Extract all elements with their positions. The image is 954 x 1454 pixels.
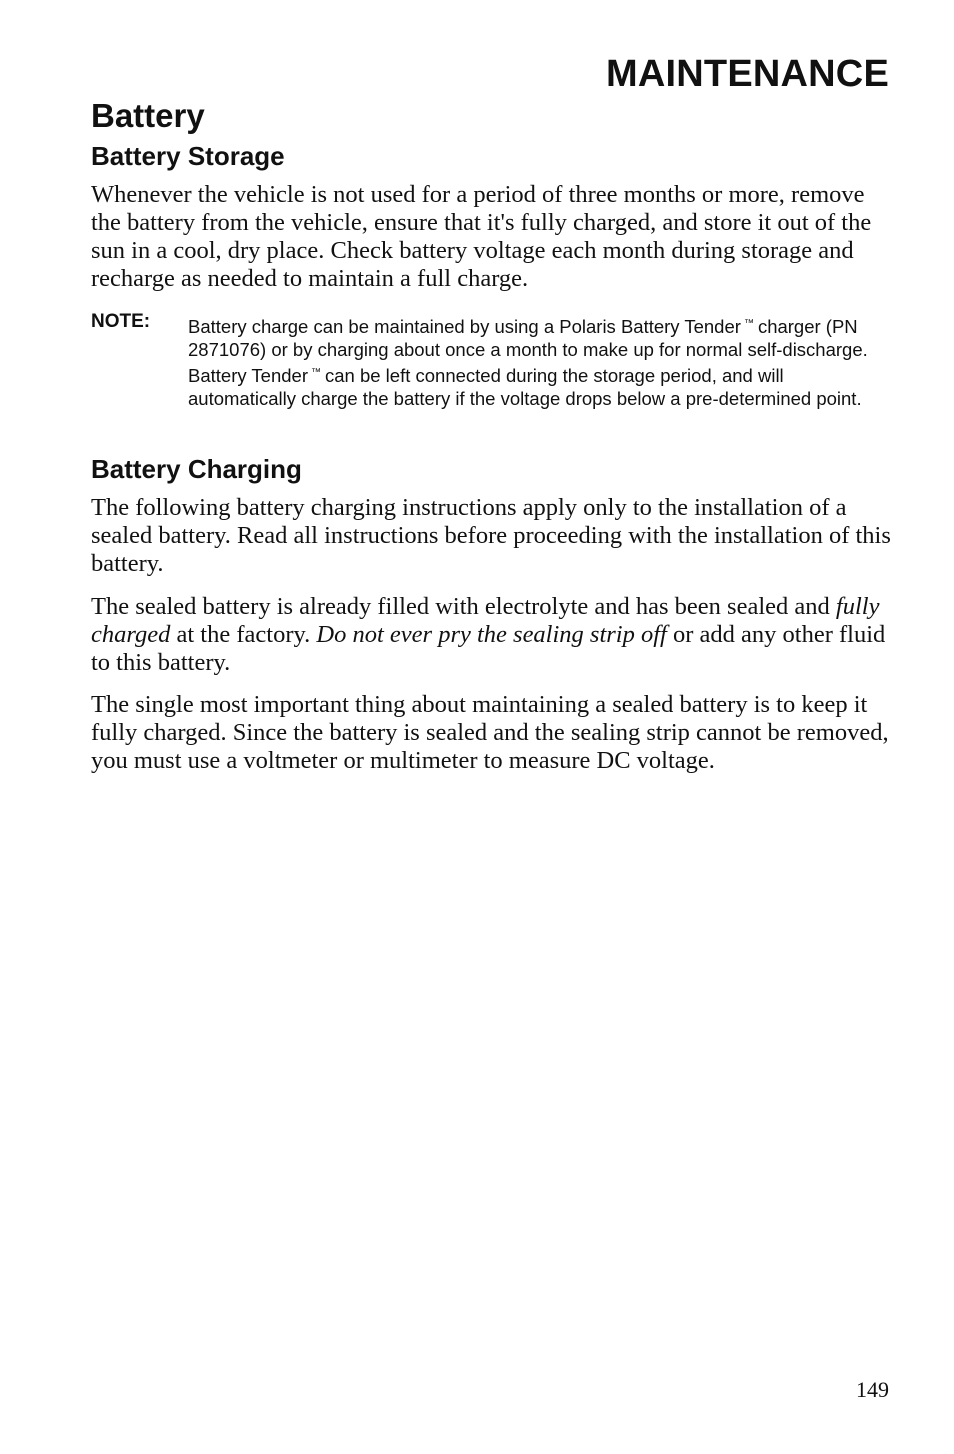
charging-paragraph-1: The following battery charging instructions apply only to the installation of a sealed battery. Read all instructions before proceeding with the installation of this battery. xyxy=(91,494,891,577)
note-text-part-1: Battery charge can be maintained by using a Polaris Battery Tender xyxy=(188,316,741,337)
charging-paragraph-2-start: The sealed battery is already filled with electrolyte and has been sealed and xyxy=(91,593,836,620)
note-text-part-2: charger (PN 2871076) or by charging about once a month to make up for normal self-discharge. Battery Tender xyxy=(188,316,868,386)
note-label: NOTE: xyxy=(91,311,151,332)
battery-storage-heading: Battery Storage xyxy=(91,141,285,171)
charging-paragraph-2 xyxy=(91,593,891,677)
trademark-symbol: ™ xyxy=(743,318,754,329)
trademark-symbol: ™ xyxy=(310,367,321,378)
note-text xyxy=(188,312,888,410)
charging-paragraph-2-end: or add any other fluid to this battery. xyxy=(91,621,886,676)
fully-charged-emphasis: fully charged xyxy=(91,593,880,648)
sealing-strip-warning-emphasis: Do not ever pry the sealing strip off xyxy=(316,621,667,648)
chapter-title: MAINTENANCE xyxy=(606,53,889,95)
charging-paragraph-3: The single most important thing about maintaining a sealed battery is to keep it fully charged. Since the battery is sealed and the sealing strip cannot be removed, you must use a voltmeter or multimeter to measure DC voltage. xyxy=(91,691,889,774)
note-text-part-3: can be left connected during the storage period, and will automatically charge the battery if the voltage drops below a pre-determined point. xyxy=(188,365,862,409)
charging-paragraph-2-middle: at the factory. xyxy=(170,621,317,648)
battery-charging-heading: Battery Charging xyxy=(91,454,302,484)
page-number: 149 xyxy=(856,1377,889,1402)
manual-page xyxy=(91,0,889,1454)
section-title: Battery xyxy=(91,97,205,134)
battery-storage-paragraph: Whenever the vehicle is not used for a period of three months or more, remove the battery from the vehicle, ensure that it's fully charged, and store it out of the sun in a cool, dry place. Check battery voltage each month during storage and recharge as needed to maintain a full charge. xyxy=(91,181,872,292)
